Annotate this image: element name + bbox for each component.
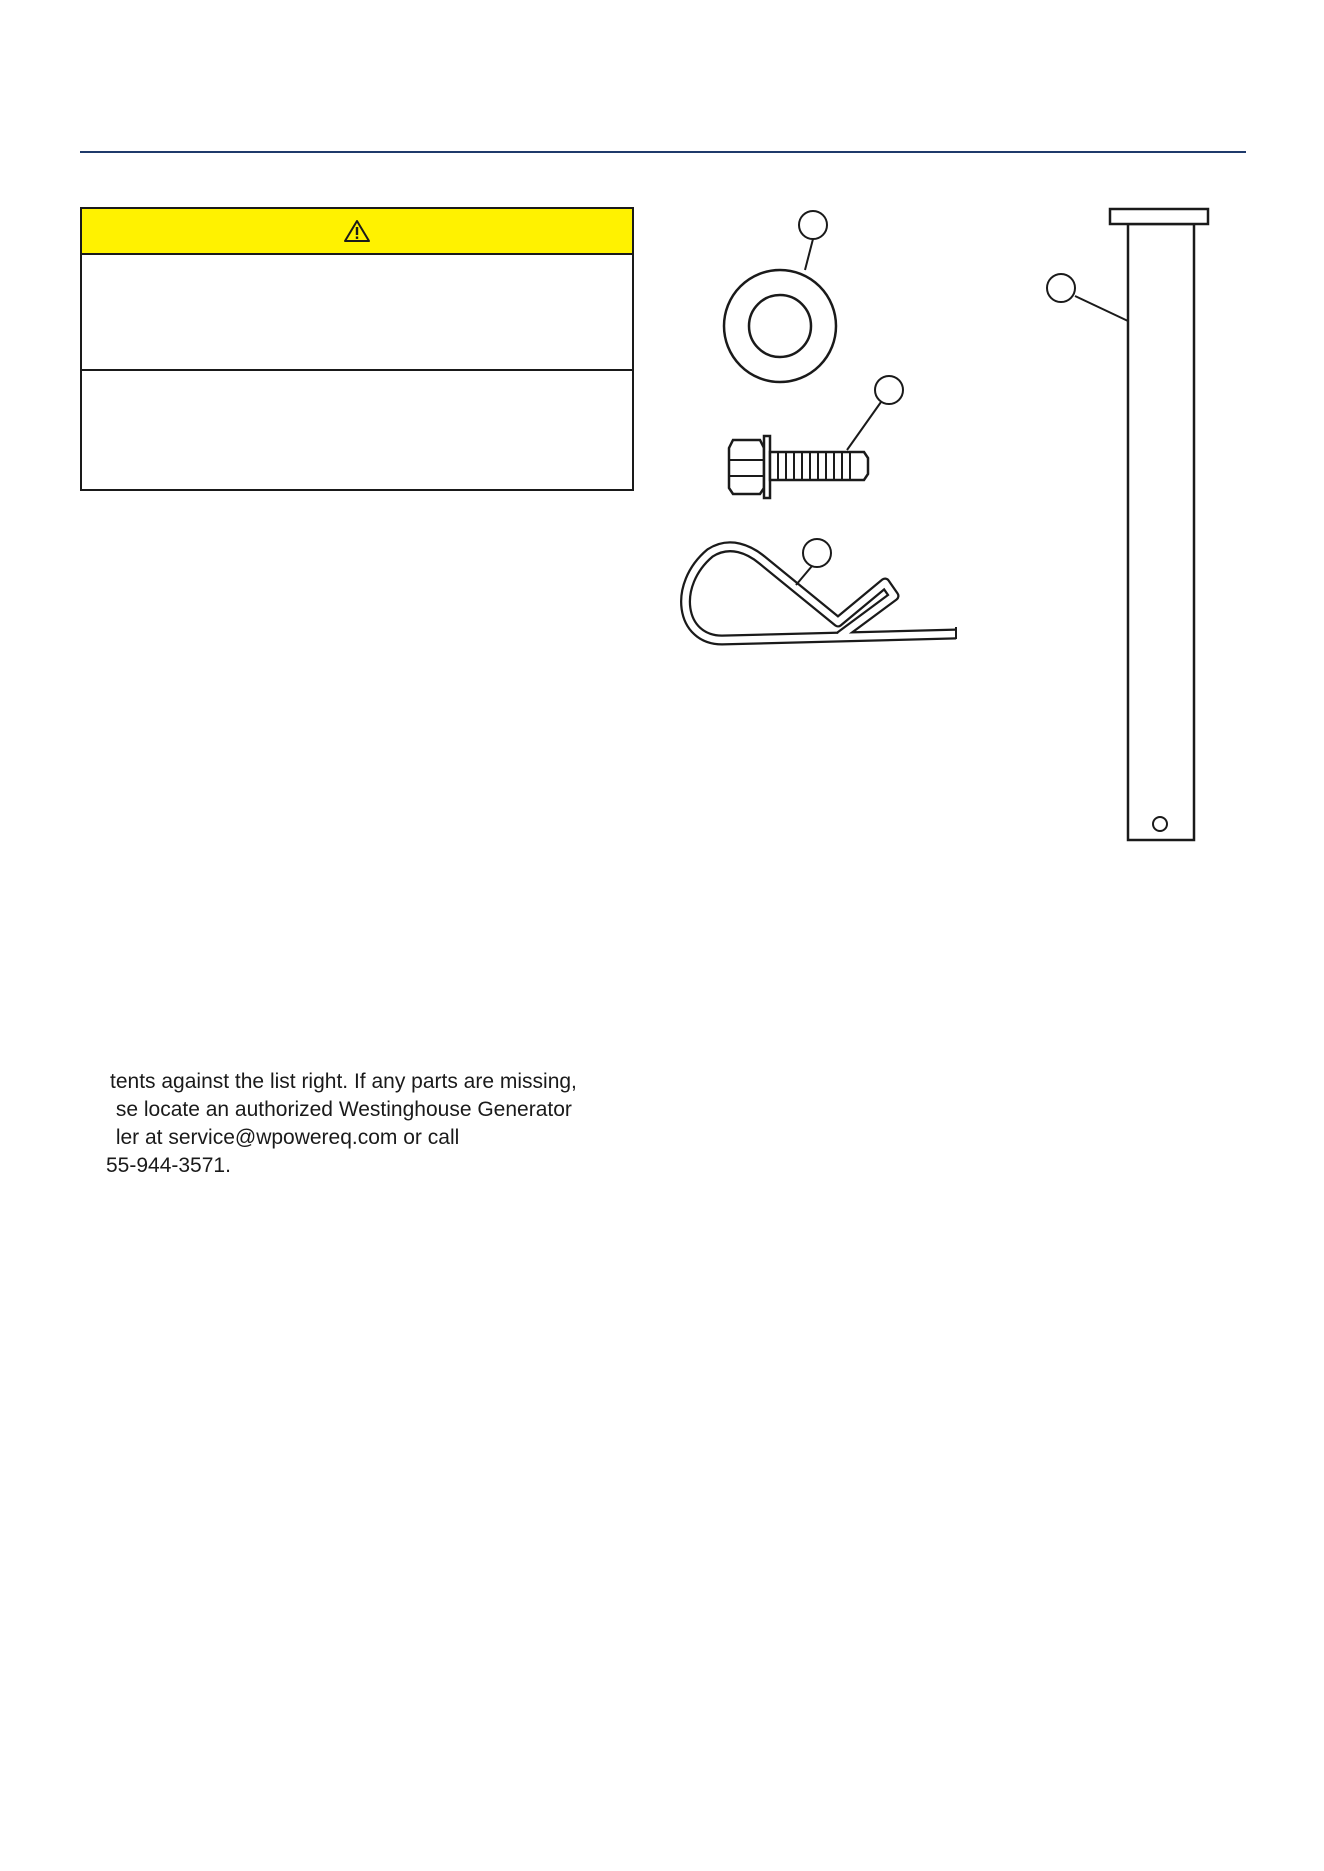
header-rule [80,151,1246,153]
contents-line: 55-944-3571. [106,1154,231,1177]
contents-line: ler at service@wpowereq.com or call [110,1126,460,1149]
warning-triangle-icon [343,219,371,243]
contents-line: tents against the list right. If any parts are missing, [110,1070,577,1093]
bolt-icon [729,436,868,498]
warning-text [82,371,632,391]
contents-instructions [106,1068,630,1180]
clevis-pin-icon [1110,209,1208,840]
warning-header [82,209,632,255]
contents-line: se locate an authorized Westinghouse Generator [110,1098,572,1121]
washer-icon [724,270,836,382]
parts-drawing [660,200,1260,850]
callout-washer [799,211,827,270]
callout-pin [1047,274,1128,321]
warning-text [82,255,632,275]
warning-section [82,371,632,487]
warning-box [80,207,634,491]
warning-section [82,255,632,371]
callout-clip [796,539,831,585]
callout-bolt [847,376,903,450]
